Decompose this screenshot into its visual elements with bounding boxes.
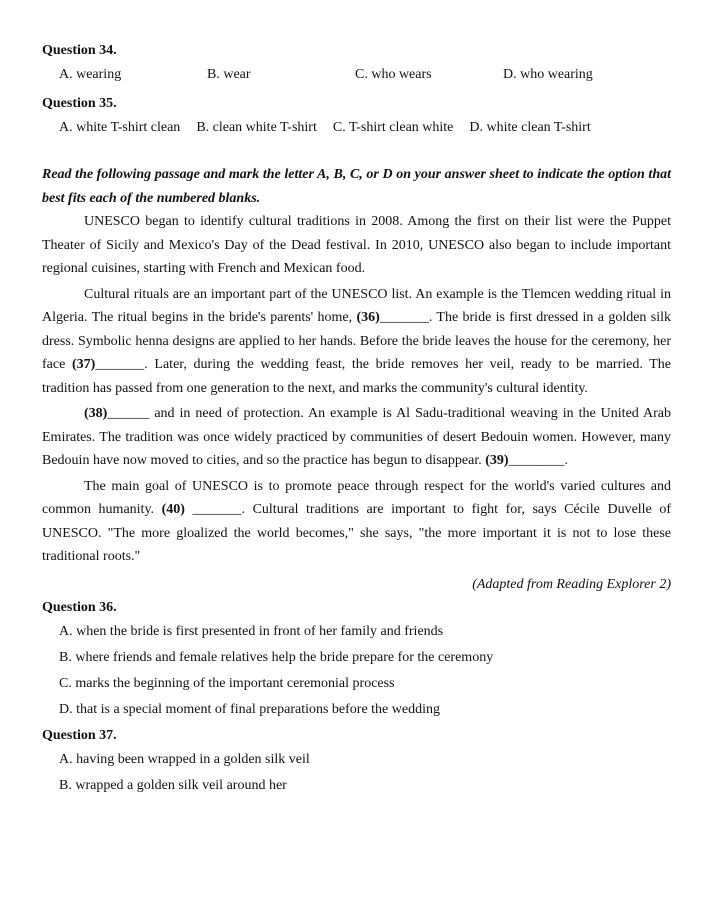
document-page xyxy=(42,40,671,799)
question-36-title: Question 36. xyxy=(42,599,117,615)
question-35-title: Question 35. xyxy=(42,96,117,111)
question-34-title: Question 34. xyxy=(42,43,117,58)
passage-instruction: Read the following passage and mark the letter A, B, C, or D on your answer sheet to indicate the option that best fits each of the numbered blanks. xyxy=(42,167,671,206)
q37-option-a: A. having been wrapped in a golden silk veil xyxy=(59,751,310,767)
question-35-options xyxy=(42,115,671,146)
q35-option-a: A. white T-shirt clean xyxy=(59,120,181,135)
q35-option-b: B. clean white T-shirt xyxy=(196,120,317,135)
passage-paragraph-3 xyxy=(42,402,671,473)
blank-39: (39) xyxy=(485,453,509,468)
q34-option-b: B. wear xyxy=(207,67,251,82)
blank-36: (36) xyxy=(356,310,380,325)
q36-option-b: B. where friends and female relatives help the bride prepare for the ceremony xyxy=(59,649,494,665)
paragraph-3-text-b: ________. xyxy=(508,453,569,468)
q34-option-d: D. who wearing xyxy=(503,67,593,82)
q35-option-d: D. white clean T-shirt xyxy=(469,120,591,135)
q36-option-a: A. when the bride is first presented in front of her family and friends xyxy=(59,623,444,639)
question-37-title: Question 37. xyxy=(42,727,117,743)
passage-source: (Adapted from Reading Explorer 2) xyxy=(472,576,671,592)
paragraph-1-text: UNESCO began to identify cultural traditions in 2008. Among the first on their list were the Puppet Theater of Sicily and Mexico's Day of the Dead festival. In 2010, UNESCO also began to include important regional cuisines, starting with French and Mexican food. xyxy=(42,214,671,276)
question-34-options xyxy=(42,62,671,93)
blank-37: (37) xyxy=(71,357,96,372)
paragraph-2-text-b: _______. The bride is first dressed in a golden silk dress. Symbolic henna designs are applied to her hands. Before the bride leaves the house for the ceremony, her face xyxy=(42,310,672,372)
paragraph-3-text-a: ______ and in need of protection. An example is Al Sadu-traditional weaving in the United Arab Emirates. The tradition was once widely practiced by communities of desert Bedouin women. However, many Bedouin have now moved to cities, and so the practice has begun to disappear. xyxy=(42,406,671,468)
passage-paragraph-2 xyxy=(42,283,671,401)
q35-option-c: C. T-shirt clean white xyxy=(332,120,454,135)
blank-38: (38) xyxy=(84,406,108,421)
paragraph-4-text-a: The main goal of UNESCO is to promote peace through respect for the world's varied cultures and common humanity. xyxy=(42,478,671,517)
paragraph-4-text-b: _______. Cultural traditions are important to fight for, says Cécile Duvelle of UNESCO. "The more gloalized the world becomes," she says, "the more important it is not to lose these traditional roots." xyxy=(42,502,672,564)
q34-option-c: C. who wears xyxy=(355,67,432,82)
passage-paragraph-4 xyxy=(42,475,671,569)
paragraph-2-text-a: Cultural rituals are an important part of the UNESCO list. An example is the Tlemcen wedding ritual in Algeria. The ritual begins in the bride's parents' home, xyxy=(42,286,671,325)
passage-paragraph-1 xyxy=(42,210,671,281)
paragraph-2-text-c: _______. Later, during the wedding feast, the bride removes her veil, ready to be married. The tradition has passed from one generation to the next, and marks the community's cultural identity. xyxy=(42,357,672,396)
q36-option-d: D. that is a special moment of final preparations before the wedding xyxy=(59,701,440,717)
q37-option-b: B. wrapped a golden silk veil around her xyxy=(59,777,287,793)
q36-option-c: C. marks the beginning of the important ceremonial process xyxy=(59,675,395,691)
blank-40: (40) xyxy=(161,502,185,517)
q34-option-a: A. wearing xyxy=(59,67,122,82)
